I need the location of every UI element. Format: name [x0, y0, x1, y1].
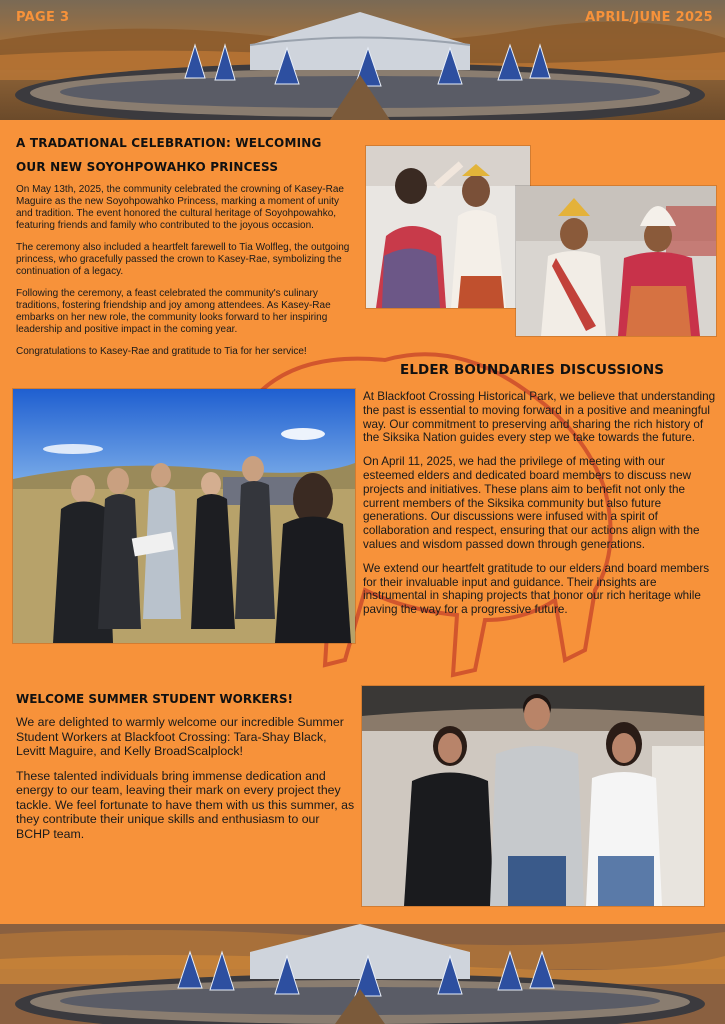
students-title: WELCOME SUMMER STUDENT WORKERS! [16, 692, 293, 706]
crowning-photo [366, 146, 530, 308]
elders-body [363, 390, 717, 627]
student-workers-photo [362, 686, 704, 906]
issue-date: APRIL/JUNE 2025 [585, 10, 713, 25]
students-paragraph-2: These talented individuals bring immense dedication and energy to our team, leaving their mark on every project they tackle. We feel fortunate to have them with us this summer, as they contribute their unique skills and enthusiasm to our BCHP team. [16, 768, 355, 841]
princesses-photo [516, 186, 716, 336]
elders-paragraph-1: At Blackfoot Crossing Historical Park, we believe that understanding the past is essential to moving forward in a positive and meaningful way. Our commitment to preserving and sharing the rich history of the Siksika Nation guides every step we take towards the future. [363, 390, 716, 445]
princess-paragraph-1: On May 13th, 2025, the community celebrated the crowning of Kasey-Rae Maguire as the new Soyohpowahko Princess, marking a moment of unity and tradition. The event honored the cultural heritage of Soyohpowahko, featuring friends and family who contributed to the joyous occasion. [16, 184, 344, 231]
elders-title: ELDER BOUNDARIES DISCUSSIONS [400, 362, 665, 378]
princess-paragraph-4: Congratulations to Kasey-Rae and gratitude to Tia for her service! [16, 346, 307, 357]
elders-paragraph-3: We extend our heartfelt gratitude to our elders and board members for their invaluable input and guidance. Their insights are instrumental in shaping projects that honor our rich heritage while paving the way for a progressive future. [363, 561, 710, 617]
princess-paragraph-3: Following the ceremony, a feast celebrated the community's culinary traditions, fostering friendship and joy among attendees. As Kasey-Rae embarks on her new role, the community looks forward to her inspiring leadership and positive impact in the coming year. [16, 288, 331, 335]
princess-body [16, 184, 350, 368]
princess-paragraph-2: The ceremony also included a heartfelt farewell to Tia Wolfleg, the outgoing princess, who gracefully passed the crown to Kasey-Rae, symbolizing the continuation of a legacy. [16, 242, 350, 277]
princess-title-line2: OUR NEW SOYOHPOWAHKO PRINCESS [16, 160, 279, 174]
footer-banner-photo [0, 924, 725, 1024]
students-body [16, 715, 356, 851]
elders-meeting-photo [13, 389, 355, 643]
elders-paragraph-2: On April 11, 2025, we had the privilege of meeting with our esteemed elders and dedicated board members to discuss new projects and initiatives. These plans aim to benefit not only the current members of the Siksika community but also future generations. Our discussions were infused with a spirit of collaboration and respect, ensuring that our actions align with the values and wisdom passed down through generations. [363, 455, 700, 551]
page-number: PAGE 3 [16, 10, 70, 25]
students-paragraph-1: We are delighted to warmly welcome our incredible Summer Student Workers at Blackfoot Crossing: Tara-Shay Black, Levitt Maguire, and Kelly BroadScalplock! [16, 715, 344, 758]
princess-title-line1: A TRADATIONAL CELEBRATION: WELCOMING [16, 136, 322, 150]
